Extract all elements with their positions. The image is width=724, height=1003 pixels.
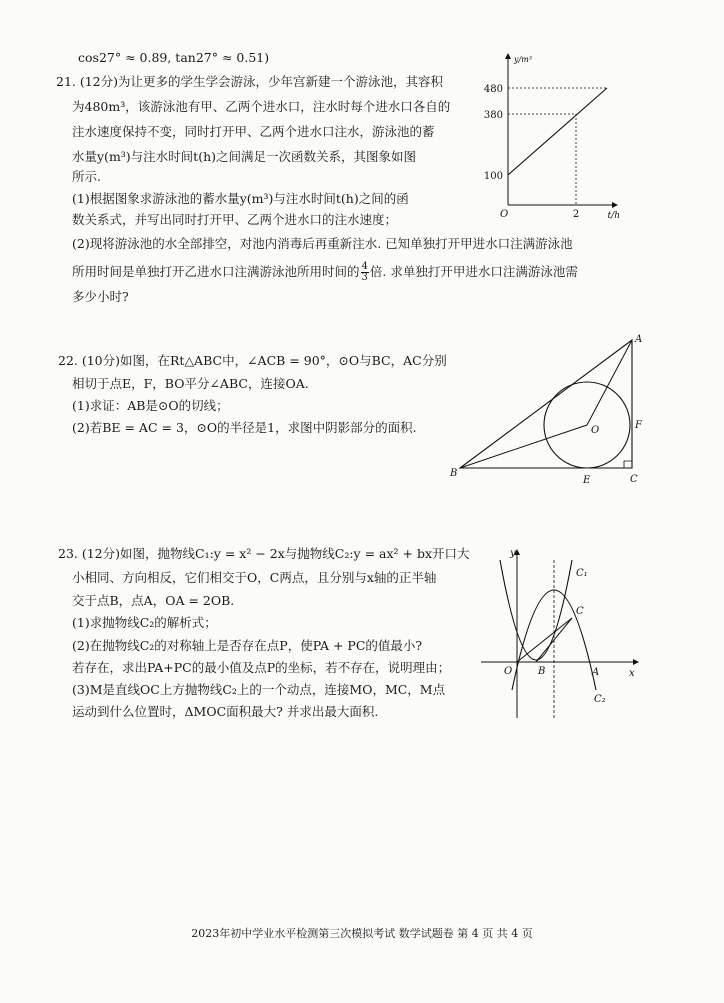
triangle-abc	[460, 340, 632, 468]
label-b: B	[538, 666, 546, 677]
q23-parabola-figure	[476, 540, 646, 720]
origin-label: O	[500, 209, 509, 220]
q22-line: 22. (10分)如图，在Rt△ABC中，∠ACB = 90°，⊙O与BC，AC分别	[58, 353, 447, 368]
q23-line: 运动到什么位置时，ΔMOC面积最大? 并求出最大面积.	[72, 704, 379, 719]
q21-line-with-fraction	[72, 262, 578, 283]
label-c: C	[630, 474, 638, 485]
function-line	[508, 88, 607, 175]
q22-line: 相切于点E，F，BO平分∠ABC，连接OA.	[72, 376, 309, 391]
label-x: x	[629, 668, 635, 679]
label-a: A	[635, 334, 643, 345]
q21-line: 数关系式，并写出同时打开甲、乙两个进水口的注水速度；	[72, 212, 398, 227]
label-y: y	[510, 548, 516, 559]
q21-line: 为480m³，该游泳池有甲、乙两个进水口，注水时每个进水口各自的	[72, 99, 451, 114]
y-tick-100: 100	[483, 171, 503, 182]
label-o: O	[504, 666, 513, 677]
previous-question-tail: cos27° ≈ 0.89, tan27° ≈ 0.51)	[78, 50, 270, 65]
x-axis-label: t/h	[607, 211, 620, 221]
q21-subquestion-1: (1)根据图象求游泳池的蓄水量y(m³)与注水时间t(h)之间的函	[72, 191, 409, 206]
label-c2: C₂	[594, 694, 606, 705]
label-f: F	[635, 420, 642, 431]
label-c1: C₁	[576, 568, 588, 579]
x-tick-2: 2	[572, 209, 580, 220]
fraction-four-thirds: $\frac{4}{3}$	[361, 261, 368, 283]
q22-subquestion-1: (1)求证：AB是⊙O的切线；	[72, 398, 229, 413]
segment-oc	[517, 618, 572, 662]
q21-line9-after: 倍. 求单独打开甲进水口注满游泳池需	[369, 264, 578, 279]
page-footer: 2023年初中学业水平检测第三次模拟考试 数学试题卷 第 4 页 共 4 页	[191, 927, 533, 940]
label-b: B	[450, 468, 458, 479]
q21-line: 注水速度保持不变，同时打开甲、乙两个进水口注水，游泳池的蓄	[72, 124, 435, 139]
label-e: E	[583, 475, 591, 486]
q21-function-graph	[482, 42, 622, 222]
right-angle-mark	[624, 461, 632, 468]
y-tick-480: 480	[483, 84, 503, 95]
y-axis-label: y/m³	[514, 55, 533, 64]
q22-subquestion-2: (2)若BE = AC = 3，⊙O的半径是1，求图中阴影部分的面积.	[72, 420, 417, 435]
q23-line: 23. (12分)如图，抛物线C₁:y = x² − 2x与抛物线C₂:y = ax² + bx开口大	[58, 546, 470, 561]
q22-triangle-figure	[446, 332, 646, 492]
q21-line9-before: 所用时间是单独打开乙进水口注满游泳池所用时间的	[72, 264, 360, 279]
label-a: A	[592, 667, 600, 678]
q23-subquestion-2: (2)在抛物线C₂的对称轴上是否存在点P，使PA + PC的值最小?	[72, 638, 423, 653]
q23-line: 小相同、方向相反，它们相交于O，C两点，且分别与x轴的正半轴	[72, 570, 437, 585]
q21-line: 所示.	[72, 169, 101, 184]
label-c: C	[576, 606, 584, 617]
q23-line: 若存在，求出PA+PC的最小值及点P的坐标，若不存在，说明理由；	[72, 660, 451, 675]
q23-line: 交于点B，点A，OA = 2OB.	[72, 593, 235, 608]
y-tick-380: 380	[483, 110, 503, 121]
parabola-c1	[500, 560, 572, 660]
q21-line: 多少小时?	[72, 289, 129, 304]
segment-bo	[460, 425, 587, 468]
q23-subquestion-3: (3)M是直线OC上方抛物线C₂上的一个动点，连接MO，MC，M点	[72, 682, 446, 697]
q21-line: 水量y(m³)与注水时间t(h)之间满足一次函数关系，其图象如图	[72, 149, 417, 164]
q21-subquestion-2: (2)现将游泳池的水全部排空，对池内消毒后再重新注水. 已知单独打开甲进水口注满游泳池	[72, 236, 573, 251]
q21-line: 21. (12分)为让更多的学生学会游泳，少年宫新建一个游泳池，其容积	[56, 74, 444, 89]
q23-subquestion-1: (1)求抛物线C₂的解析式；	[72, 615, 217, 630]
label-o: O	[591, 425, 600, 436]
